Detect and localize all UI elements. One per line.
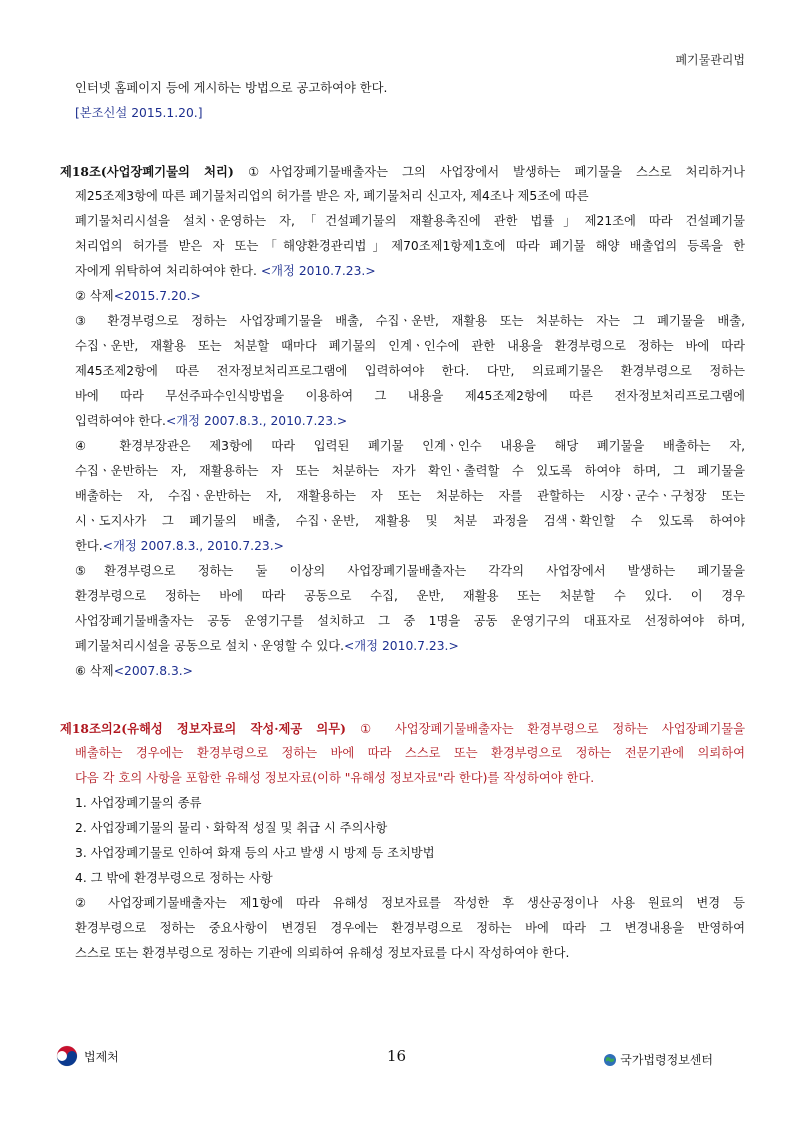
article-18-2-title: 제18조의2(유해성 정보자료의 작성·제공 의무) xyxy=(60,721,361,736)
text-line: 수집ㆍ운반하는 자, 재활용하는 자 또는 처분하는 자가 확인ㆍ출력할 수 있도록 하여야 하며, 그 폐기물을 xyxy=(75,464,745,478)
article-18-title: 제18조(사업장폐기물의 처리) xyxy=(60,164,249,179)
page-header-title: 폐기물관리법 xyxy=(675,53,745,67)
text-line: 인터넷 홈페이지 등에 게시하는 방법으로 공고하여야 한다. xyxy=(75,81,388,95)
text-line: 사업장폐기물배출자는 공동 운영기구를 설치하고 그 중 1명을 공동 운영기구의 대표자로 선정하여야 하며, xyxy=(75,614,745,628)
text-span: ⑥ 삭제 xyxy=(75,664,114,678)
text-line: 환경부령으로 정하는 중요사항이 변경된 경우에는 환경부령으로 정하는 바에 따라 그 변경내용을 반영하여 xyxy=(75,921,745,935)
text-line xyxy=(60,259,745,284)
text-span: 폐기물처리시설을 공동으로 설치ㆍ운영할 수 있다. xyxy=(75,639,344,653)
amendment-note: <2007.8.3.> xyxy=(113,664,193,678)
amendment-note: [본조신설 2015.1.20.] xyxy=(75,106,203,120)
text-line: 제25조제3항에 따른 폐기물처리업의 허가를 받은 자, 폐기물처리 신고자, 제4조나 제5조에 따른 xyxy=(75,189,589,203)
amendment-note: <개정 2010.7.23.> xyxy=(344,639,459,653)
text-line: 배출하는 경우에는 환경부령으로 정하는 바에 따라 스스로 또는 환경부령으로 정하는 전문기관에 의뢰하여 xyxy=(75,746,745,760)
text-line xyxy=(60,634,745,659)
text-line: 처리업의 허가를 받은 자 또는「해양환경관리법」제70조제1항제1호에 따라 폐기물 해양 배출업의 등록을 한 xyxy=(75,239,745,253)
list-item: 4. 그 밖에 환경부령으로 정하는 사항 xyxy=(75,871,273,885)
amendment-note: <개정 2007.8.3., 2010.7.23.> xyxy=(165,414,348,428)
page-number: 16 xyxy=(386,1047,407,1065)
article-18-2-line xyxy=(60,716,745,741)
paragraph-6 xyxy=(60,659,745,684)
text-line: 다음 각 호의 사항을 포함한 유해성 정보자료(이하 "유해성 정보자료"라 한다)를 작성하여야 한다. xyxy=(75,771,595,785)
amendment-note: <개정 2007.8.3., 2010.7.23.> xyxy=(102,539,284,553)
text-line: 바에 따라 무선주파수인식방법을 이용하여 그 내용을 제45조제2항에 따른 전자정보처리프로그램에 xyxy=(75,389,745,403)
list-item: 1. 사업장폐기물의 종류 xyxy=(75,796,202,810)
list-item: 3. 사업장폐기물로 인하여 화재 등의 사고 발생 시 방제 등 조치방법 xyxy=(75,846,435,860)
amendment-note: <개정 2010.7.23.> xyxy=(260,264,376,278)
footer-right-label: 국가법령정보센터 xyxy=(620,1053,713,1067)
text-line: 폐기물처리시설을 설치ㆍ운영하는 자,「건설폐기물의 재활용촉진에 관한 법률」제21조에 따라 건설폐기물 xyxy=(75,214,745,228)
globe-icon xyxy=(603,1053,617,1067)
text-line: ③ 환경부령으로 정하는 사업장폐기물을 배출, 수집ㆍ운반, 재활용 또는 처분하는 자는 그 폐기물을 배출, xyxy=(75,314,745,328)
text-line: 환경부령으로 정하는 바에 따라 공동으로 수집, 운반, 재활용 또는 처분할 수 있다. 이 경우 xyxy=(75,589,745,603)
text-span: ① 사업장폐기물배출자는 환경부령으로 정하는 사업장폐기물을 xyxy=(360,722,745,736)
list-item: 2. 사업장폐기물의 물리ㆍ화학적 성질 및 취급 시 주의사항 xyxy=(75,821,388,835)
text-span: 한다. xyxy=(75,539,103,553)
text-line: 제45조제2항에 따른 전자정보처리프로그램에 입력하여야 한다. 다만, 의료폐기물은 환경부령으로 정하는 xyxy=(75,364,745,378)
document-body xyxy=(60,76,745,966)
text-line xyxy=(60,409,745,434)
text-line: ④ 환경부장관은 제3항에 따라 입력된 폐기물 인계ㆍ인수 내용을 해당 폐기물을 배출하는 자, xyxy=(75,439,745,453)
text-span: ② 삭제 xyxy=(75,289,114,303)
text-span: 입력하여야 한다. xyxy=(75,414,166,428)
amendment-note: <2015.7.20.> xyxy=(113,289,201,303)
text-span: ①사업장폐기물배출자는 그의 사업장에서 발생하는 폐기물을 스스로 처리하거나 xyxy=(248,165,745,179)
text-line: 배출하는 자, 수집ㆍ운반하는 자, 재활용하는 자 또는 처분하는 자를 관할하는 시장ㆍ군수ㆍ구청장 또는 xyxy=(75,489,745,503)
page-footer xyxy=(0,1045,793,1075)
text-line: 스스로 또는 환경부령으로 정하는 기관에 의뢰하여 유해성 정보자료를 다시 작성하여야 한다. xyxy=(75,946,570,960)
footer-right xyxy=(603,1051,713,1068)
text-span: 자에게 위탁하여 처리하여야 한다. xyxy=(75,264,261,278)
footer-left-label: 법제처 xyxy=(84,1049,119,1064)
text-line: 시ㆍ도지사가 그 폐기물의 배출, 수집ㆍ운반, 재활용 및 처분 과정을 검색ㆍ확인할 수 있도록 하여야 xyxy=(75,514,745,528)
paragraph-2 xyxy=(60,284,745,309)
text-line: ⑤환경부령으로 정하는 둘 이상의 사업장폐기물배출자는 각각의 사업장에서 발생하는 폐기물을 xyxy=(75,564,745,578)
text-line xyxy=(60,534,745,559)
text-line: 수집ㆍ운반, 재활용 또는 처분할 때마다 폐기물의 인계ㆍ인수에 관한 내용을 환경부령으로 정하는 바에 따라 xyxy=(75,339,745,353)
text-line: ② 사업장폐기물배출자는 제1항에 따라 유해성 정보자료를 작성한 후 생산공정이나 사용 원료의 변경 등 xyxy=(75,896,745,910)
article-18-line xyxy=(60,159,745,184)
